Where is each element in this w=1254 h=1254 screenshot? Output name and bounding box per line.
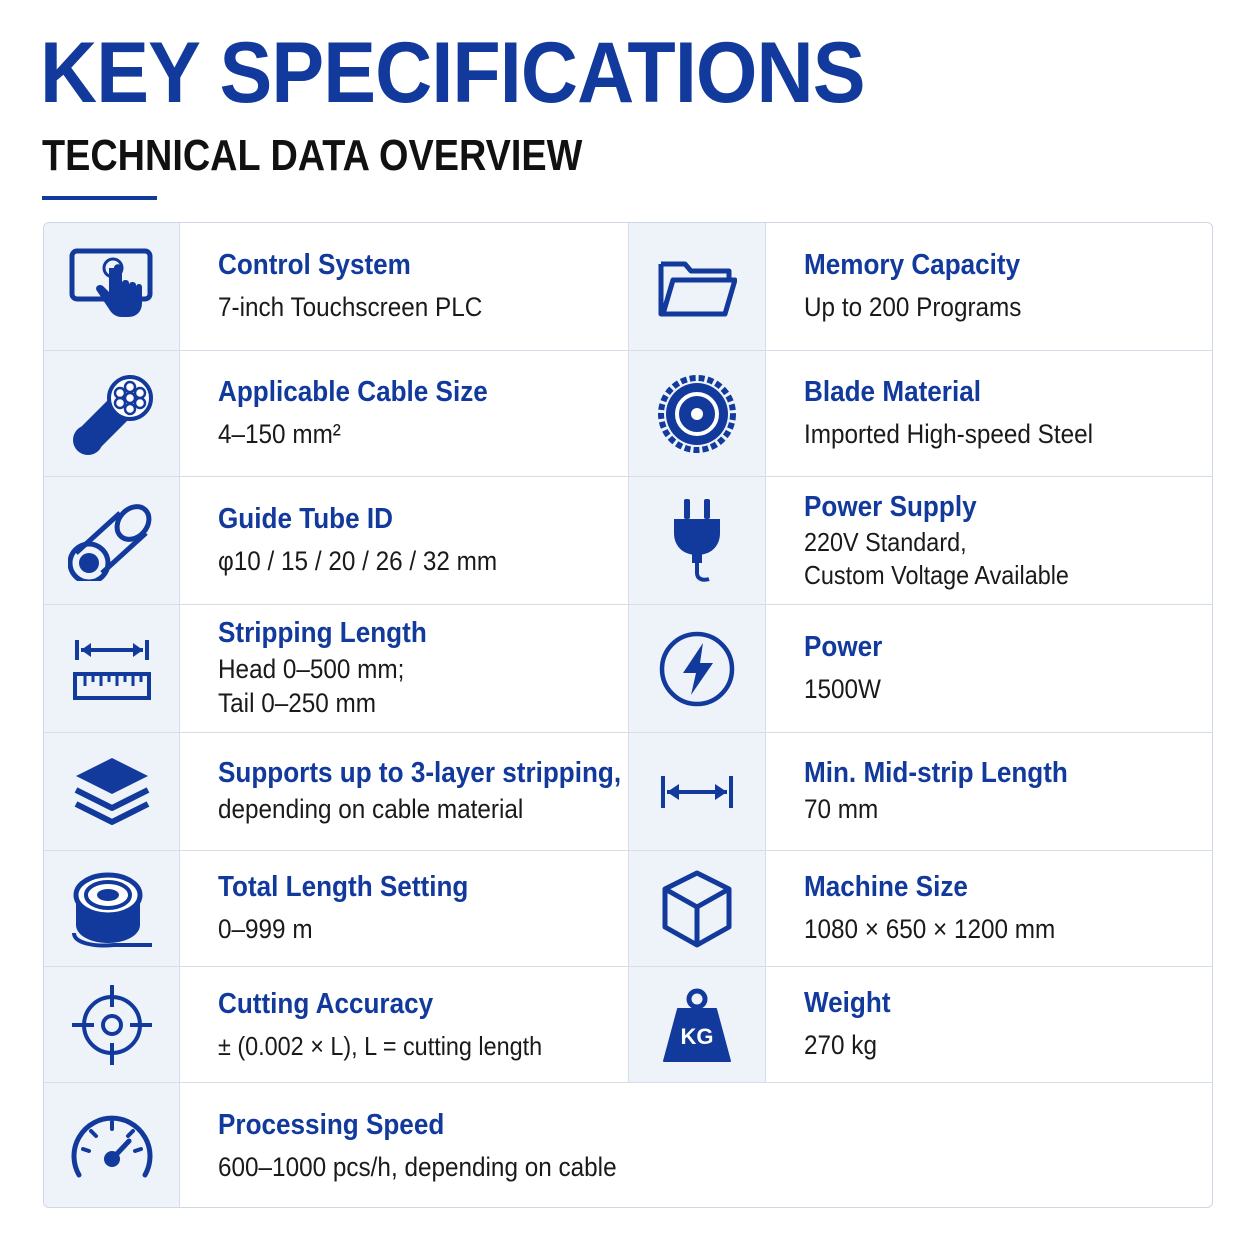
spec-title: Supports up to 3-layer stripping,	[218, 757, 622, 790]
box-icon	[629, 851, 766, 967]
layers-icon	[44, 733, 180, 851]
spec-title: Applicable Cable Size	[218, 376, 488, 409]
width-arrow-icon	[629, 733, 766, 851]
spec-value: 1080 × 650 × 1200 mm	[804, 914, 1056, 945]
spec-title: Stripping Length	[218, 617, 427, 650]
page-title: KEY SPECIFICATIONS	[40, 25, 865, 121]
weight-icon	[629, 967, 766, 1083]
spec-cable-size	[180, 351, 629, 477]
spec-title: Machine Size	[804, 871, 968, 904]
spec-table	[43, 222, 1213, 1208]
spec-value: φ10 / 15 / 20 / 26 / 32 mm	[218, 546, 498, 577]
plug-icon	[629, 477, 766, 605]
spec-blade-material	[766, 351, 1213, 477]
spec-value-line2: Tail 0–250 mm	[218, 687, 377, 718]
spec-title: Guide Tube ID	[218, 503, 393, 536]
spec-value: 7-inch Touchscreen PLC	[218, 292, 483, 323]
spec-machine-size	[766, 851, 1213, 967]
spec-title: Cutting Accuracy	[218, 987, 434, 1020]
spec-title: Total Length Setting	[218, 871, 469, 904]
spec-memory-capacity	[766, 223, 1213, 351]
spec-stripping-length	[180, 605, 629, 733]
spec-power	[766, 605, 1213, 733]
spec-value: Imported High-speed Steel	[804, 419, 1094, 450]
title-underline	[42, 196, 157, 200]
spec-processing-speed	[180, 1083, 1213, 1208]
spec-value-line2: Custom Voltage Available	[804, 559, 1069, 590]
spec-title: Power	[804, 631, 883, 664]
cable-reel-icon	[44, 851, 180, 967]
spec-value: 4–150 mm²	[218, 419, 341, 450]
spec-cutting-accuracy	[180, 967, 629, 1083]
lightning-icon	[629, 605, 766, 733]
spec-value: 600–1000 pcs/h, depending on cable	[218, 1151, 617, 1182]
spec-value: Up to 200 Programs	[804, 292, 1022, 323]
spec-value: 1500W	[804, 674, 882, 705]
cable-icon	[44, 351, 180, 477]
spec-value-line1: 220V Standard,	[804, 527, 967, 558]
spec-title: Weight	[804, 987, 891, 1020]
spec-value: 0–999 m	[218, 914, 313, 945]
spec-value: 70 mm	[804, 794, 879, 825]
spec-title: Min. Mid-strip Length	[804, 757, 1068, 790]
touchscreen-icon	[44, 223, 180, 351]
spec-value: 270 kg	[804, 1030, 877, 1061]
spec-weight	[766, 967, 1213, 1083]
spec-total-length	[180, 851, 629, 967]
spec-title: Control System	[218, 249, 411, 282]
ruler-icon	[44, 605, 180, 733]
spec-control-system	[180, 223, 629, 351]
speedometer-icon	[44, 1083, 180, 1208]
spec-power-supply	[766, 477, 1213, 605]
spec-mid-strip	[766, 733, 1213, 851]
spec-title: Blade Material	[804, 376, 981, 409]
tube-icon	[44, 477, 180, 605]
spec-value: depending on cable material	[218, 794, 524, 825]
spec-title: Power Supply	[804, 490, 977, 523]
weight-icon-label: KG	[680, 1023, 714, 1049]
folder-icon	[629, 223, 766, 351]
page-subtitle: TECHNICAL DATA OVERVIEW	[42, 131, 583, 180]
spec-title: Processing Speed	[218, 1108, 445, 1141]
spec-title: Memory Capacity	[804, 249, 1021, 282]
saw-blade-icon	[629, 351, 766, 477]
crosshair-icon	[44, 967, 180, 1083]
spec-value: ± (0.002 × L), L = cutting length	[218, 1030, 543, 1061]
spec-guide-tube	[180, 477, 629, 605]
spec-value-line1: Head 0–500 mm;	[218, 654, 405, 685]
spec-layers	[180, 733, 629, 851]
